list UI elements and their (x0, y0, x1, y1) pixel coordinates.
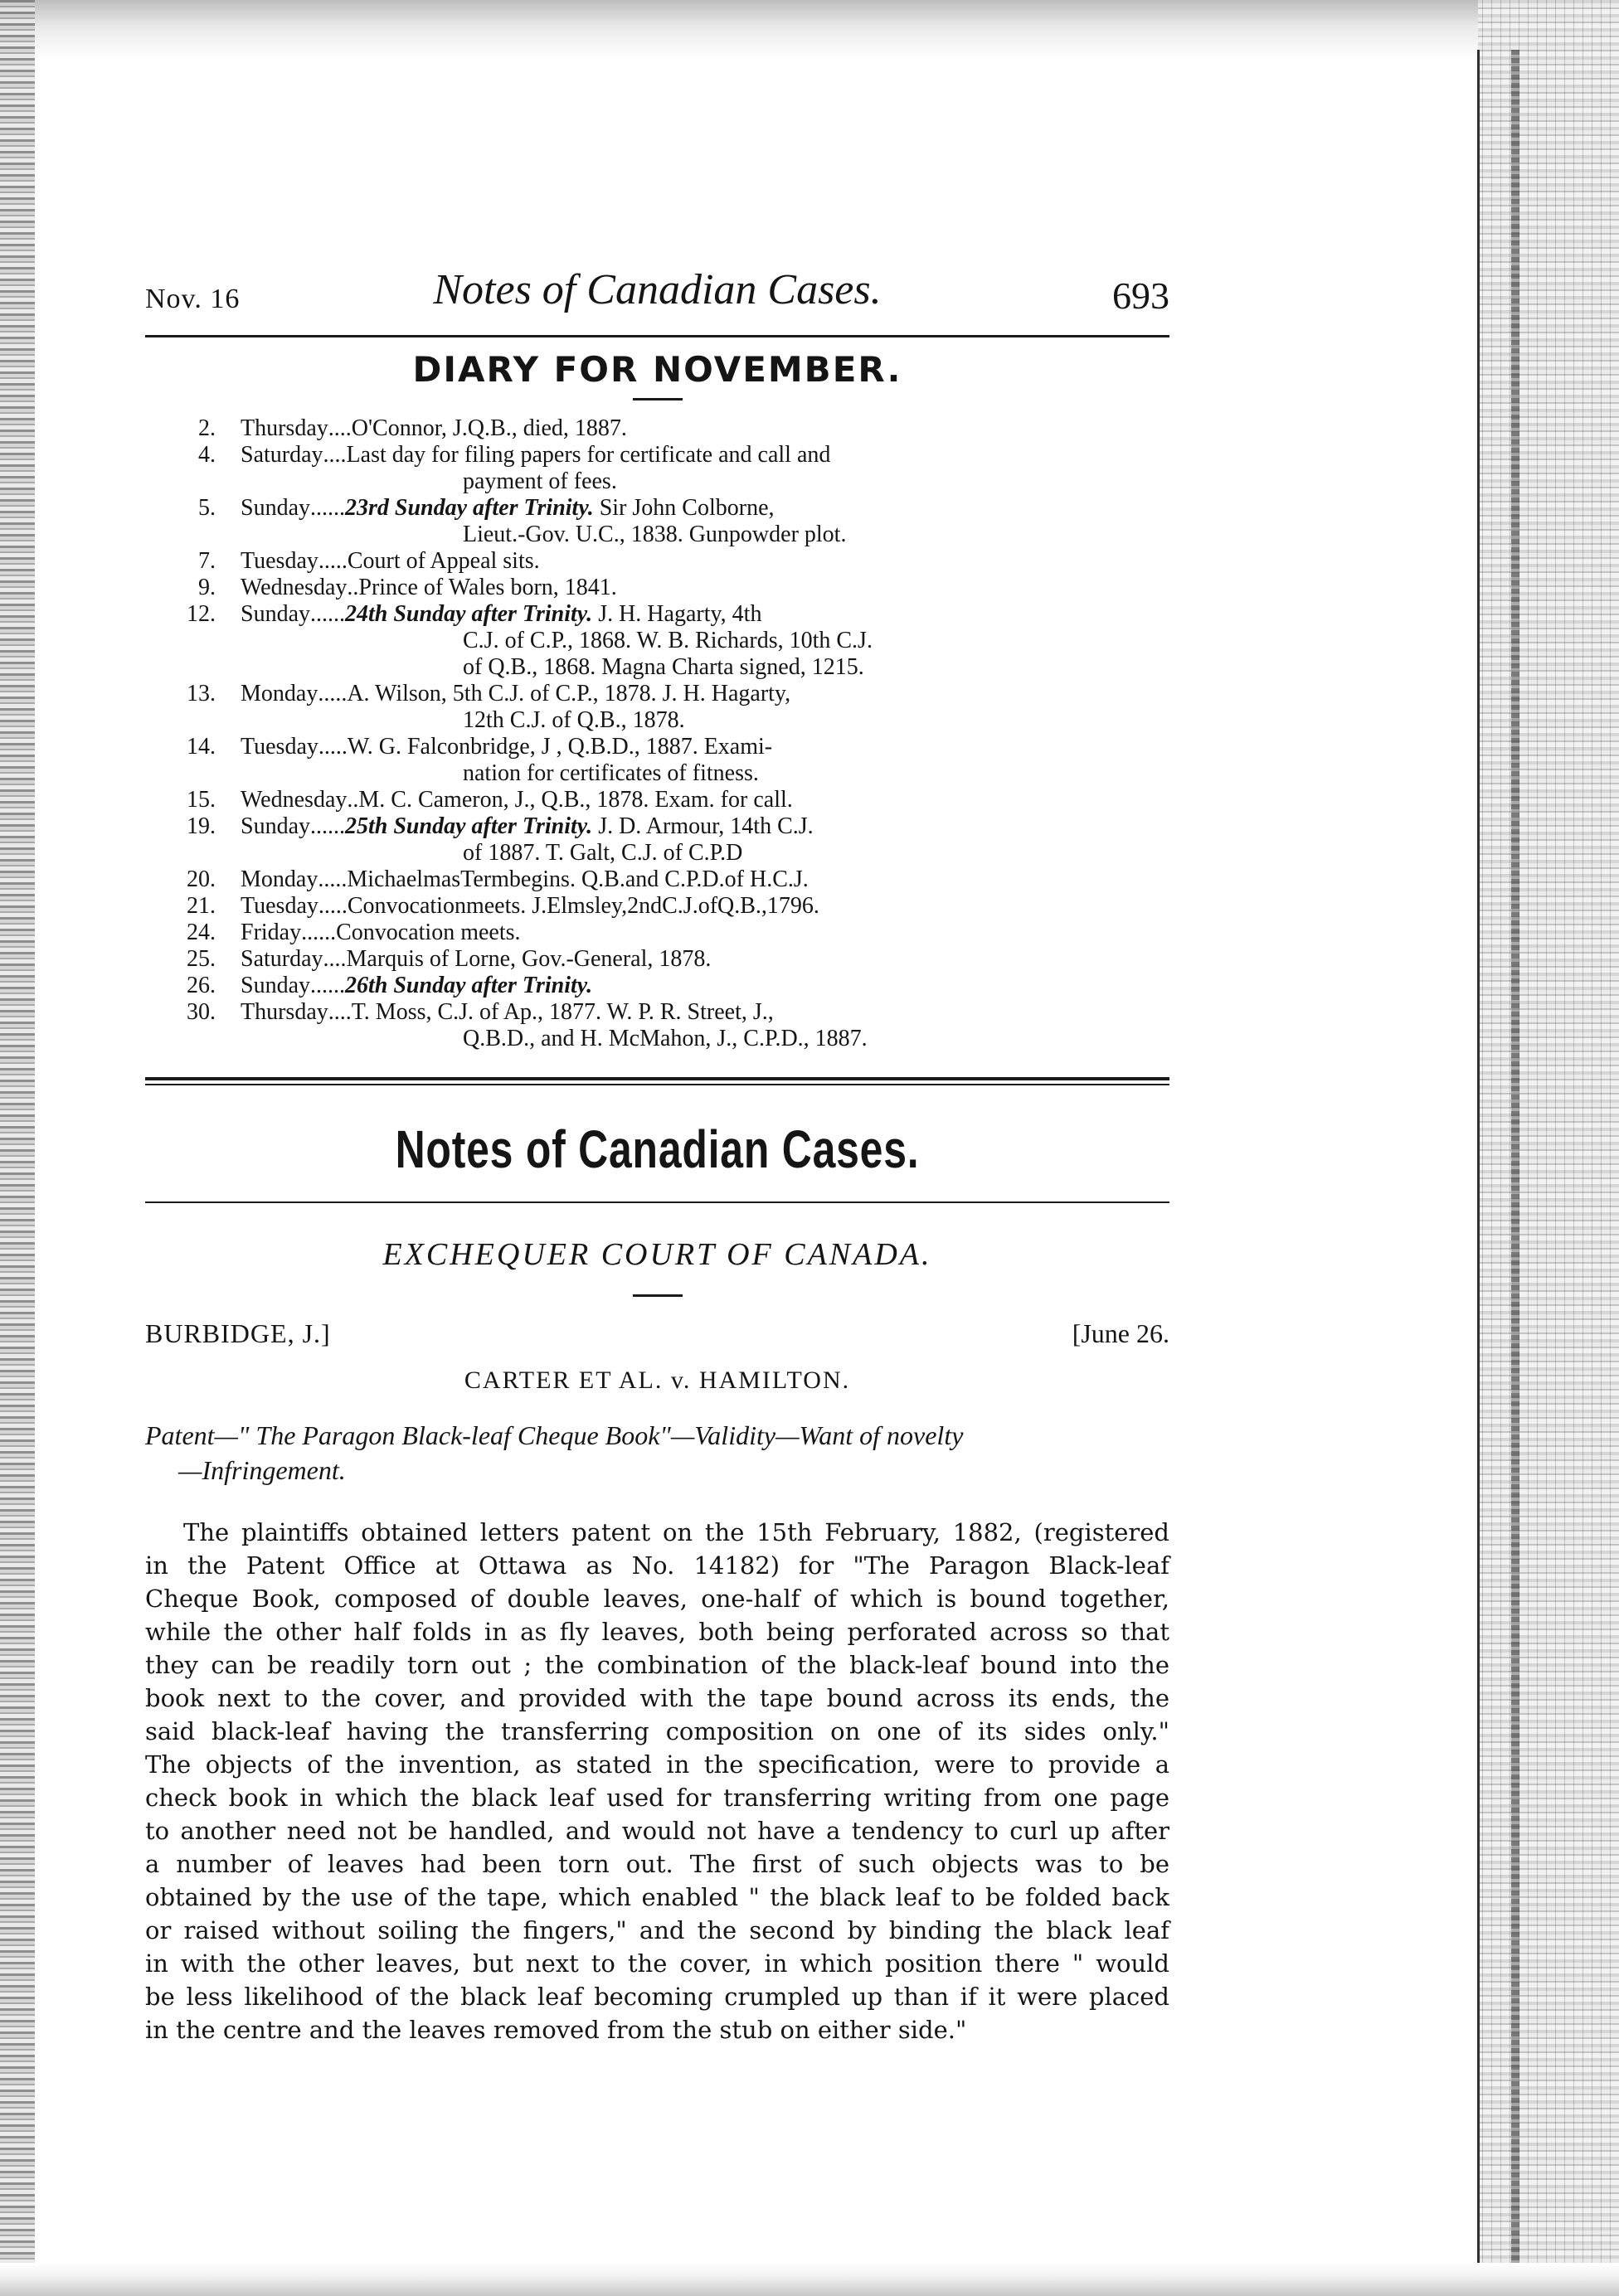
diary-entry-number: 13. (187, 681, 216, 706)
diary-entry-number: 25. (187, 946, 216, 972)
diary-entry-day: Sunday (241, 601, 310, 627)
diary-entry-leader: .... (328, 999, 352, 1025)
diary-entry-text (345, 973, 1169, 999)
diary-entry-text (345, 495, 1169, 522)
diary-entry-event: MichaelmasTermbegins. Q.B.and C.P.D.of H.C.J. (347, 866, 809, 892)
body-line: in the centre and the leaves removed from the stub on either side." (145, 2016, 967, 2044)
diary-entry-leader: ...... (301, 920, 337, 945)
diary-entry-number: 19. (187, 813, 216, 839)
diary-entry-event: A. Wilson, 5th C.J. of C.P., 1878. J. H. Hagarty, (347, 681, 791, 706)
diary-entry-text (336, 920, 1169, 946)
diary-entry-continuation: payment of fees. (463, 468, 617, 494)
headnote (145, 1418, 1169, 1488)
body-line: obtained by the use of the tape, which enabled " the black leaf to be folded back (145, 1883, 1169, 1911)
diary-entry (145, 920, 1169, 946)
body-line: book next to the cover, and provided with the tape bound across its ends, the (145, 1684, 1169, 1712)
diary-entry-event: Sir John Colborne, (593, 495, 775, 521)
body-line: check book in which the black leaf used for transferring writing from one page (145, 1784, 1169, 1812)
diary-entry (145, 866, 1169, 893)
section-title: Notes of Canadian Cases. (395, 1119, 920, 1179)
diary-title: DIARY FOR NOVEMBER. (412, 349, 902, 390)
diary-entry-leader: .. (347, 575, 359, 600)
diary-entry-text (352, 415, 1169, 442)
case-name: CARTER ET AL. v. HAMILTON. (464, 1366, 851, 1394)
diary-entry (145, 442, 1169, 468)
diary-entry-day: Tuesday (241, 548, 318, 574)
diary-entry-number: 12. (187, 601, 216, 627)
diary-entry-feast: 25th Sunday after Trinity. (345, 813, 593, 839)
diary-entry-leader: .... (328, 415, 352, 441)
diary-list (145, 415, 1169, 1052)
diary-entry-leader: ..... (318, 734, 348, 760)
diary-entry (145, 999, 1169, 1026)
scan-binding-shadow (1511, 50, 1519, 2289)
diary-entry-event: T. Moss, C.J. of Ap., 1877. W. P. R. Street, J., (351, 999, 774, 1025)
diary-entry-day: Friday (241, 920, 302, 945)
diary-entry-event: Convocation meets. (336, 920, 521, 945)
body-line: in with the other leaves, but next to the cover, in which position there " would (145, 1949, 1169, 1978)
diary-entry-text (347, 946, 1169, 973)
header-rule (145, 335, 1169, 337)
diary-entry-text (358, 787, 1169, 813)
diary-entry-continuation: C.J. of C.P., 1868. W. B. Richards, 10th C.J. (463, 628, 873, 653)
diary-entry-day: Thursday (241, 999, 328, 1025)
header-date: Nov. 16 (145, 284, 241, 314)
diary-entry-text (348, 893, 1169, 920)
diary-entry-text (347, 866, 1169, 893)
diary-entry-leader: ...... (310, 601, 345, 627)
body-line: or raised without soiling the fingers," and the second by binding the black leaf (145, 1916, 1169, 1944)
body-line: in the Patent Office at Ottawa as No. 14182) for "The Paragon Black-leaf (145, 1551, 1169, 1580)
scan-edge-top (0, 0, 1619, 58)
diary-entry-number: 4. (198, 442, 216, 468)
diary-entry (145, 787, 1169, 813)
diary-entry-event: Court of Appeal sits. (347, 548, 540, 574)
diary-entry (145, 548, 1169, 575)
scan-edge-left (0, 0, 35, 2296)
document-page (145, 265, 1169, 2046)
diary-entry-day: Thursday (241, 415, 328, 441)
body-line: be less likelihood of the black leaf becoming crumpled up than if it were placed (145, 1983, 1169, 2011)
diary-entry-text (352, 999, 1169, 1026)
diary-entry-day: Sunday (241, 495, 310, 521)
diary-entry-number: 20. (187, 866, 216, 892)
diary-entry (145, 946, 1169, 973)
diary-entry-feast: 23rd Sunday after Trinity. (345, 495, 594, 521)
diary-entry-leader: ..... (318, 893, 348, 919)
scan-edge-right (1478, 0, 1619, 2296)
diary-entry-number: 15. (187, 787, 216, 813)
diary-entry-event: Convocationmeets. J.Elmsley,2ndC.J.ofQ.B.,1796. (347, 893, 819, 919)
diary-entry-day: Tuesday (241, 893, 318, 919)
diary-entry-number: 7. (198, 548, 216, 574)
section-divider (145, 1077, 1169, 1085)
diary-entry-number: 5. (198, 495, 216, 521)
diary-entry (145, 681, 1169, 707)
diary-entry (145, 575, 1169, 601)
diary-title-rule (633, 398, 683, 400)
diary-entry-text (345, 813, 1169, 840)
court-name: EXCHEQUER COURT OF CANADA. (382, 1237, 932, 1272)
diary-entry-day: Tuesday (241, 734, 318, 760)
diary-entry (145, 813, 1169, 840)
headnote-line-1: Patent—" The Paragon Black-leaf Cheque Book"—Validity—Want of novelty (145, 1420, 964, 1450)
body-line: The objects of the invention, as stated in the specification, were to provide a (145, 1750, 1169, 1779)
court-rule (633, 1294, 683, 1297)
body-line: while the other half folds in as fly leaves, both being perforated across so that (145, 1618, 1169, 1646)
diary-entry-day: Saturday (241, 442, 323, 468)
diary-entry (145, 601, 1169, 628)
diary-entry-number: 14. (187, 734, 216, 760)
diary-entry-event: Prince of Wales born, 1841. (358, 575, 617, 600)
diary-entry (145, 893, 1169, 920)
body-line: they can be readily torn out ; the combination of the black-leaf bound into the (145, 1651, 1169, 1679)
diary-entry-event: J. H. Hagarty, 4th (592, 601, 762, 627)
diary-entry-leader: ..... (318, 548, 348, 574)
diary-entry-number: 30. (187, 999, 216, 1025)
diary-entry-text (348, 548, 1169, 575)
diary-entry-event: J. D. Armour, 14th C.J. (592, 813, 814, 839)
diary-entry-text (347, 442, 1169, 468)
diary-entry-day: Wednesday (241, 575, 348, 600)
diary-entry-event: M. C. Cameron, J., Q.B., 1878. Exam. for call. (358, 787, 793, 813)
diary-entry-leader: .... (323, 442, 347, 468)
scan-page-border (1477, 50, 1480, 2289)
diary-entry-number: 9. (198, 575, 216, 600)
section-title-rule (145, 1201, 1169, 1203)
diary-entry (145, 495, 1169, 522)
body-line: a number of leaves had been torn out. The first of such objects was to be (145, 1850, 1169, 1878)
diary-entry-continuation: Lieut.-Gov. U.C., 1838. Gunpowder plot. (463, 522, 847, 547)
diary-entry-event: W. G. Falconbridge, J , Q.B.D., 1887. Exami- (347, 734, 773, 760)
body-line: Cheque Book, composed of double leaves, one-half of which is bound together, (145, 1585, 1169, 1613)
diary-entry-text (358, 575, 1169, 601)
case-body (145, 1516, 1169, 2046)
diary-entry-event: Last day for filing papers for certificate and call and (346, 442, 831, 468)
page-number: 693 (1112, 274, 1169, 317)
diary-entry-number: 21. (187, 893, 216, 919)
diary-entry-day: Monday (241, 681, 318, 706)
diary-entry-continuation: Q.B.D., and H. McMahon, J., C.P.D., 1887. (463, 1026, 868, 1051)
diary-entry-text (345, 601, 1169, 628)
body-line: The plaintiffs obtained letters patent on the 15th February, 1882, (registered (183, 1518, 1169, 1546)
diary-entry (145, 973, 1169, 999)
diary-entry-leader: ..... (318, 866, 348, 892)
diary-entry-feast: 24th Sunday after Trinity. (345, 601, 593, 627)
diary-entry (145, 734, 1169, 760)
diary-entry-leader: .... (323, 946, 347, 972)
diary-entry-continuation: of 1887. T. Galt, C.J. of C.P.D (463, 840, 743, 866)
diary-entry-leader: ...... (310, 813, 345, 839)
diary-entry-leader: .. (347, 787, 359, 813)
diary-entry (145, 415, 1169, 442)
diary-entry-day: Saturday (241, 946, 323, 972)
diary-entry-feast: 26th Sunday after Trinity. (345, 973, 593, 998)
diary-entry-number: 26. (187, 973, 216, 998)
diary-entry-day: Sunday (241, 973, 310, 998)
case-date: [June 26. (1072, 1318, 1169, 1348)
diary-entry-event: Marquis of Lorne, Gov.-General, 1878. (346, 946, 712, 972)
case-caption-line (145, 1318, 1169, 1360)
diary-entry-day: Monday (241, 866, 318, 892)
diary-entry-day: Wednesday (241, 787, 348, 813)
judge-name: BURBIDGE, J.] (145, 1318, 331, 1348)
diary-entry-event: O'Connor, J.Q.B., died, 1887. (351, 415, 627, 441)
diary-entry-number: 2. (198, 415, 216, 441)
header-title: Notes of Canadian Cases. (433, 266, 882, 313)
body-line: said black-leaf having the transferring composition on one of its sides only." (145, 1717, 1169, 1745)
diary-entry-leader: ...... (310, 973, 345, 998)
diary-entry-text (348, 734, 1169, 760)
diary-entry-continuation: 12th C.J. of Q.B., 1878. (463, 707, 685, 733)
diary-entry-leader: ...... (310, 495, 345, 521)
body-line: to another need not be handled, and would not have a tendency to curl up after (145, 1817, 1169, 1845)
diary-entry-continuation: of Q.B., 1868. Magna Charta signed, 1215. (463, 654, 864, 680)
running-head (145, 265, 1169, 332)
diary-entry-day: Sunday (241, 813, 310, 839)
diary-entry-leader: ..... (318, 681, 348, 706)
diary-entry-text (347, 681, 1169, 707)
headnote-line-2: —Infringement. (178, 1455, 346, 1485)
diary-entry-number: 24. (187, 920, 216, 945)
scan-edge-bottom (0, 2263, 1619, 2296)
diary-entry-continuation: nation for certificates of fitness. (463, 760, 759, 786)
